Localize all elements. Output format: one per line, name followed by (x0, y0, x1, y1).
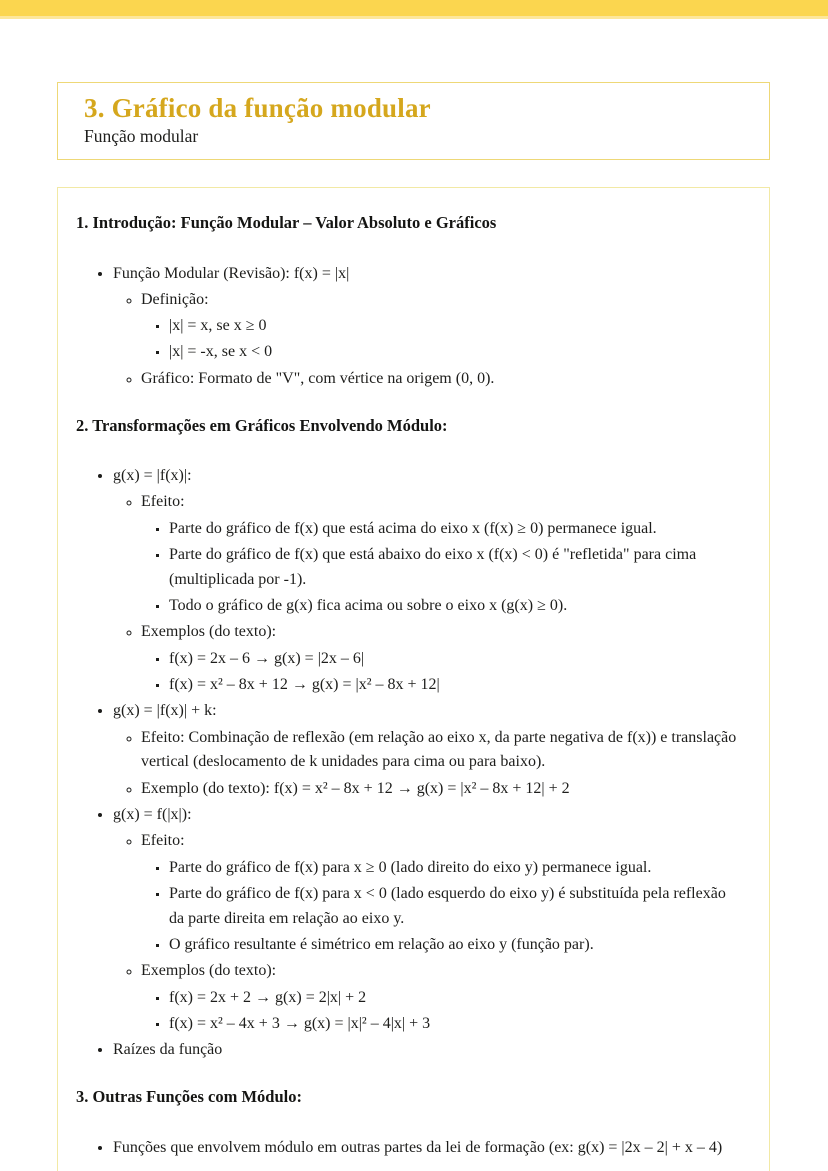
list-item (169, 933, 743, 958)
list-item-text: Parte do gráfico de f(x) para x ≥ 0 (lado direito do eixo y) permanece igual. (169, 858, 652, 876)
list-item-text: Funções que envolvem módulo em outras partes da lei de formação (ex: g(x) = |2x – 2| + x – 4) (113, 1138, 723, 1156)
list-item-text: Definição: (141, 290, 209, 308)
list-item-text: Parte do gráfico de f(x) que está abaixo do eixo x (f(x) < 0) é "refletida" para cima (multiplicada por -1). (169, 546, 697, 588)
list-item (113, 262, 743, 392)
list-item-text: Raízes da função (113, 1041, 223, 1059)
list-item-text: f(x) = 2x – 6 → g(x) = |2x – 6| (169, 649, 365, 667)
list-item (169, 594, 743, 619)
list-item (169, 1012, 743, 1037)
list-item (169, 647, 743, 672)
list-item-text: f(x) = 2x + 2 → g(x) = 2|x| + 2 (169, 988, 367, 1006)
list-item-text: Gráfico: Formato de "V", com vértice na origem (0, 0). (141, 369, 495, 387)
list-item (169, 856, 743, 881)
list-item (141, 620, 743, 697)
section-1-list (76, 262, 743, 392)
list-item (169, 543, 743, 593)
section-3-list (76, 1136, 743, 1161)
list-item-text: Função Modular (Revisão): f(x) = |x| (113, 264, 350, 282)
list-item-text: Todo o gráfico de g(x) fica acima ou sobre o eixo x (g(x) ≥ 0). (169, 597, 568, 615)
list-item-text: g(x) = |f(x)|: (113, 467, 192, 485)
list-item (169, 314, 743, 339)
list-item-text: f(x) = x² – 8x + 12 → g(x) = |x² – 8x + 12| (169, 675, 440, 693)
list-item (141, 777, 743, 802)
list-item-text: Exemplos (do texto): (141, 623, 277, 641)
top-accent-bar (0, 0, 828, 19)
list-item-text: Efeito: Combinação de reflexão (em relação ao eixo x, da parte negativa de f(x)) e translação vertical (deslocamento de k unidades para cima ou para baixo). (141, 728, 737, 771)
page-title: 3. Gráfico da função modular (84, 93, 431, 123)
list-item-text: Efeito: (141, 832, 185, 850)
list-item-text: f(x) = x² – 4x + 3 → g(x) = |x|² – 4|x| + 3 (169, 1014, 431, 1032)
section-2-heading: 2. Transformações em Gráficos Envolvendo Módulo: (76, 415, 448, 435)
list-item (113, 464, 743, 698)
section-3-heading: 3. Outras Funções com Módulo: (76, 1086, 302, 1106)
list-item-text: Parte do gráfico de f(x) que está acima do eixo x (f(x) ≥ 0) permanece igual. (169, 519, 657, 537)
list-item-text: |x| = x, se x ≥ 0 (169, 317, 267, 335)
section-1-heading: 1. Introdução: Função Modular – Valor Absoluto e Gráficos (76, 213, 497, 232)
list-item (141, 959, 743, 1036)
list-item-text: Exemplos (do texto): (141, 962, 277, 980)
list-item (169, 673, 743, 698)
list-item-text: O gráfico resultante é simétrico em relação ao eixo y (função par). (169, 935, 594, 953)
list-item-text: g(x) = f(|x|): (113, 805, 192, 823)
list-item-text: |x| = -x, se x < 0 (169, 343, 273, 361)
list-item (141, 829, 743, 957)
list-item (169, 517, 743, 542)
list-item (113, 803, 743, 1037)
page-subtitle: Função modular (84, 125, 199, 146)
list-item (169, 986, 743, 1011)
list-item-text: g(x) = |f(x)| + k: (113, 702, 217, 720)
list-item (141, 288, 743, 365)
list-item (113, 699, 743, 801)
list-item (141, 367, 743, 392)
notes-panel (57, 187, 770, 1171)
list-item (113, 1038, 743, 1063)
list-item-text: Parte do gráfico de f(x) para x < 0 (lado esquerdo do eixo y) é substituída pela reflexão da parte direita em relação ao eixo y. (169, 884, 726, 927)
list-item-text: Efeito: (141, 493, 185, 511)
list-item (141, 490, 743, 618)
lesson-header-box (57, 82, 770, 160)
list-item (169, 340, 743, 365)
list-item-text: Exemplo (do texto): f(x) = x² – 8x + 12 → g(x) = |x² – 8x + 12| + 2 (141, 779, 570, 797)
list-item (169, 882, 743, 932)
list-item (113, 1136, 743, 1161)
section-2-list (76, 464, 743, 1063)
list-item (141, 726, 743, 776)
